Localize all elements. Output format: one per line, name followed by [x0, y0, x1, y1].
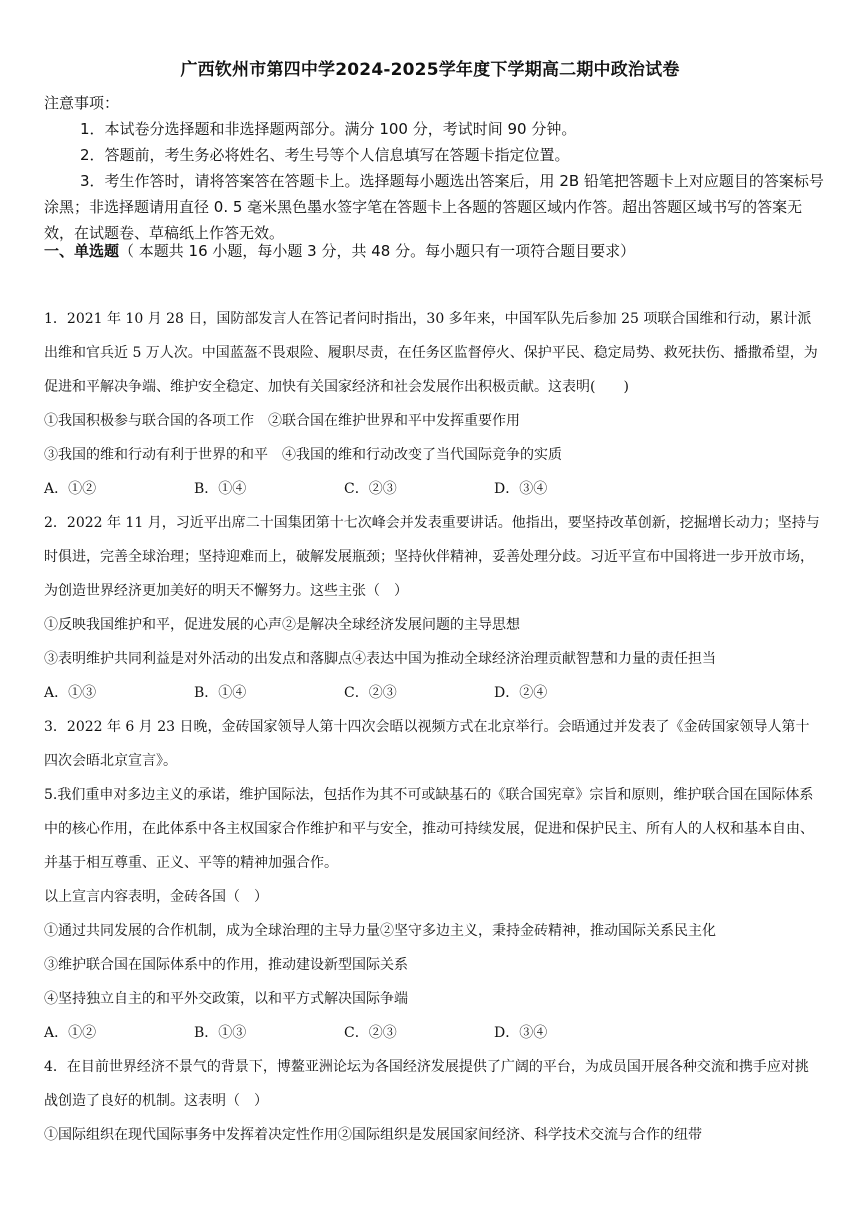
section-heading [44, 240, 635, 261]
question-stem: 2．2022 年 11 月，习近平出席二十国集团第十七次峰会并发表重要讲话。他指出，要坚持改革创新，挖掘增长动力；坚持与时俱进，完善全球治理；坚持迎难而上，破解发展瓶颈；坚持伙伴精神，妥善处理分歧。习近平宣布中国将进一步开放市场，为创造世界经济更加美好的明天不懈努力。这些主张（ ） [44, 515, 820, 599]
option-d[interactable]: D．③④ [494, 1025, 548, 1041]
option-b[interactable]: B．①③ [194, 1025, 247, 1041]
question-statement: ①反映我国维护和平，促进发展的心声②是解决全球经济发展问题的主导思想 [44, 617, 520, 633]
question-statement: ③我国的维和行动有利于世界的和平 ④我国的维和行动改变了当代国际竞争的实质 [44, 447, 562, 463]
question-statement: ①国际组织在现代国际事务中发挥着决定性作用②国际组织是发展国家间经济、科学技术交流与合作的纽带 [44, 1127, 702, 1143]
option-c[interactable]: C．②③ [344, 1025, 397, 1041]
question-list [44, 302, 822, 1152]
exam-title: 广西钦州市第四中学2024-2025学年度下学期高二期中政治试卷 [180, 60, 680, 80]
option-d[interactable]: D．②④ [494, 685, 548, 701]
notice-item: 2．答题前，考生务必将姓名、考生号等个人信息填写在答题卡指定位置。 [80, 146, 570, 164]
question-statement: ③表明维护共同利益是对外活动的出发点和落脚点④表达中国为推动全球经济治理贡献智慧和力量的责任担当 [44, 651, 716, 667]
option-c[interactable]: C．②③ [344, 481, 397, 497]
question-stem: 1．2021 年 10 月 28 日，国防部发言人在答记者问时指出，30 多年来，中国军队先后参加 25 项联合国维和行动，累计派出维和官兵近 5 万人次。中国蓝盔不畏艰险、履职尽责，在任务区监督停火、保护平民、稳定局势、救死扶伤、播撒希望，为促进和平解决争端、维护安全稳定、加快有关国家经济和社会发展作出积极贡献。这表明( ) [44, 311, 818, 395]
question-statement: ①我国积极参与联合国的各项工作 ②联合国在维护世界和平中发挥重要作用 [44, 413, 520, 429]
option-c[interactable]: C．②③ [344, 685, 397, 701]
question-stem: 4．在目前世界经济不景气的背景下，博鳌亚洲论坛为各国经济发展提供了广阔的平台，为成员国开展各种交流和携手应对挑战创造了良好的机制。这表明（ ） [44, 1059, 809, 1109]
notice-item: 1．本试卷分选择题和非选择题两部分。满分 100 分，考试时间 90 分钟。 [80, 120, 577, 138]
option-a[interactable]: A．①② [44, 1025, 97, 1041]
answer-options [44, 1016, 822, 1050]
question-statement: ④坚持独立自主的和平外交政策，以和平方式解决国际争端 [44, 991, 408, 1007]
answer-options [44, 676, 822, 710]
option-b[interactable]: B．①④ [194, 481, 247, 497]
notice-heading: 注意事项： [44, 94, 120, 112]
question-stem: 3．2022 年 6 月 23 日晚，金砖国家领导人第十四次会晤以视频方式在北京举行。会晤通过并发表了《金砖国家领导人第十四次会晤北京宣言》。 [44, 719, 810, 769]
question-statement: ③维护联合国在国际体系中的作用，推动建设新型国际关系 [44, 957, 408, 973]
answer-options [44, 472, 822, 506]
notice-item: 3．考生作答时，请将答案答在答题卡上。选择题每小题选出答案后，用 2B 铅笔把答题卡上对应题目的答案标号涂黑；非选择题请用直径 0. 5 毫米黑色墨水签字笔在答题卡上各题的答题区域内作答。超出答题区域书写的答案无效，在试题卷、草稿纸上作答无效。 [44, 172, 824, 242]
section-label: 一、单选题 [44, 242, 120, 260]
option-a[interactable]: A．①② [44, 481, 97, 497]
option-a[interactable]: A．①③ [44, 685, 97, 701]
option-d[interactable]: D．③④ [494, 481, 548, 497]
question-statement: ①通过共同发展的合作机制，成为全球治理的主导力量②坚守多边主义，秉持金砖精神，推动国际关系民主化 [44, 923, 716, 939]
question-lead: 以上宣言内容表明，金砖各国（ ） [44, 889, 268, 905]
notice-list [44, 116, 824, 246]
section-desc: （ 本题共 16 小题，每小题 3 分，共 48 分。每小题只有一项符合题目要求） [119, 242, 636, 260]
question-quote: 5.我们重申对多边主义的承诺，维护国际法，包括作为其不可或缺基石的《联合国宪章》宗旨和原则，维护联合国在国际体系中的核心作用，在此体系中各主权国家合作维护和平与安全，推动可持续发展，促进和保护民主、所有人的人权和基本自由、并基于相互尊重、正义、平等的精神加强合作。 [44, 787, 814, 871]
option-b[interactable]: B．①④ [194, 685, 247, 701]
